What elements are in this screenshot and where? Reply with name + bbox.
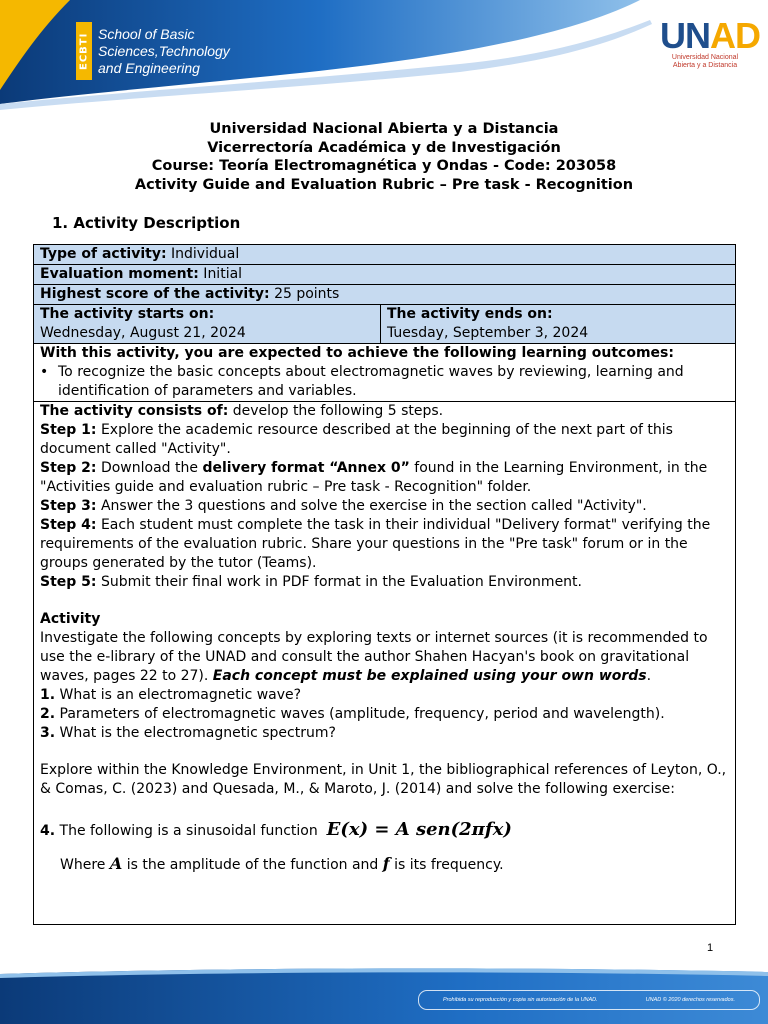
step-3 [40,497,729,516]
question-3-num: 3. [40,725,56,741]
starts-label: The activity starts on: [40,306,215,322]
consists-paragraph [40,402,729,421]
school-name [98,26,230,77]
step-2-text-a: Download the [96,460,203,476]
question-1-num: 1. [40,687,56,703]
section-heading: 1. Activity Description [52,214,241,232]
type-value: Individual [166,246,240,262]
activity-intro-text: Investigate the following concepts by exploring texts or internet sources (it is recommended to use the e-library of the UNAD and consult the author Shahen Hacyan's book on gravitational waves, pages 22 to 27). [40,630,708,684]
step-4-text: Each student must complete the task in their individual "Delivery format" verifying the requirements of the evaluation rubric. Share your questions in the "Pre task" forum or in the groups generated by the tutor (Teams). [40,517,711,571]
explore-paragraph: Explore within the Knowledge Environment, in Unit 1, the bibliographical references of Leyton, O., & Comas, C. (2023) and Quesada, M., & Maroto, J. (2014) and solve the following exercise: [40,762,727,797]
title-line-2: Vicerrectoría Académica y de Investigación [207,139,561,156]
ecbti-label: ECBTI [76,22,92,80]
outcomes-heading: With this activity, you are expected to achieve the following learning outcomes: [40,345,674,361]
step-1-label: Step 1: [40,422,97,438]
moment-value: Initial [198,266,243,282]
cell-type [34,245,736,265]
row-moment [34,265,736,285]
question-4 [40,817,729,844]
title-line-4: Activity Guide and Evaluation Rubric – Pre task - Recognition [134,176,634,193]
spacer [40,592,729,610]
question-2-text: Parameters of electromagnetic waves (amplitude, frequency, period and wavelength). [55,706,665,722]
activity-intro-end: . [646,668,652,684]
header-banner [0,0,768,110]
footer-banner [0,966,768,1024]
where-text-c: is its frequency. [389,857,504,873]
step-2-text-b: found in the Learning Environment, in the "Activities guide and evaluation rubric – Pre task - Recognition" folder. [40,460,708,495]
cell-body [34,402,736,925]
row-score [34,285,736,305]
logo-sub-2: Abierta y a Distancia [672,62,738,69]
title-line-3: Course: Teoría Electromagnética y Ondas - Code: 203058 [151,158,617,174]
title-line-1: Universidad Nacional Abierta y a Distancia [209,121,559,137]
cell-starts [34,305,381,344]
page-number: 1 [707,942,714,954]
document-titles [0,120,768,194]
step-4 [40,516,729,573]
score-label: Highest score of the activity: [40,286,270,302]
where-text-a: Where [60,857,110,873]
cell-outcomes [34,344,736,402]
type-label: Type of activity: [40,246,167,262]
step-3-label: Step 3: [40,498,97,514]
consists-label: The activity consists of: [40,403,229,419]
logo-ad: AD [710,15,760,56]
step-1 [40,421,729,459]
footer-notice [418,990,760,1010]
moment-label: Evaluation moment: [40,266,199,282]
step-5 [40,573,729,592]
unad-logo-mark [660,15,760,56]
spacer [40,844,729,854]
footer-notice-text: Prohibida su reproducción y copia sin autorización de la UNAD. [442,997,598,1003]
logo-un: UN [660,15,710,56]
starts-value: Wednesday, August 21, 2024 [40,325,246,341]
row-outcomes [34,344,736,402]
question-3 [40,724,729,743]
sinusoid-formula: E(x) = A sen(2πfx) [326,819,512,840]
question-4-num: 4. [40,823,56,839]
cell-moment [34,265,736,285]
step-1-text: Explore the academic resource described at the beginning of the next part of this document called "Activity". [40,422,673,457]
question-2 [40,705,729,724]
step-2 [40,459,729,497]
step-2-label: Step 2: [40,460,97,476]
question-1 [40,686,729,705]
spacer [40,743,729,761]
outcome-item [40,363,729,401]
school-line-3: and Engineering [98,60,200,76]
footer-rights-text: UNAD © 2020 derechos reservados. [645,997,736,1003]
variable-a: A [109,854,123,873]
variable-f: f [382,854,390,873]
where-paragraph [40,854,729,875]
score-value: 25 points [269,286,340,302]
question-2-num: 2. [40,706,56,722]
ends-label: The activity ends on: [387,306,553,322]
activity-heading: Activity [40,611,101,627]
bullet-icon: • [40,364,49,380]
outcome-text: To recognize the basic concepts about electromagnetic waves by reviewing, learning and identification of parameters and variables. [58,364,684,399]
spacer [40,799,729,817]
activity-table [33,244,736,925]
step-2-bold: delivery format “Annex 0” [202,460,410,476]
step-5-text: Submit their final work in PDF format in the Evaluation Environment. [96,574,582,590]
logo-sub-1: Universidad Nacional [671,54,739,61]
row-type [34,245,736,265]
school-line-1: School of Basic [98,26,195,42]
question-1-text: What is an electromagnetic wave? [55,687,302,703]
step-3-text: Answer the 3 questions and solve the exercise in the section called "Activity". [96,498,647,514]
consists-value: develop the following 5 steps. [228,403,444,419]
step-4-label: Step 4: [40,517,97,533]
cell-score [34,285,736,305]
unad-logo [660,15,760,88]
where-text-b: is the amplitude of the function and [122,857,383,873]
question-4-text: The following is a sinusoidal function [55,823,318,839]
row-dates [34,305,736,344]
activity-intro [40,629,729,686]
row-body [34,402,736,925]
question-3-text: What is the electromagnetic spectrum? [55,725,336,741]
step-5-label: Step 5: [40,574,97,590]
cell-ends [381,305,736,344]
ends-value: Tuesday, September 3, 2024 [387,325,589,341]
activity-intro-bold: Each concept must be explained using your own words [212,668,647,684]
school-line-2: Sciences,Technology [98,43,230,59]
